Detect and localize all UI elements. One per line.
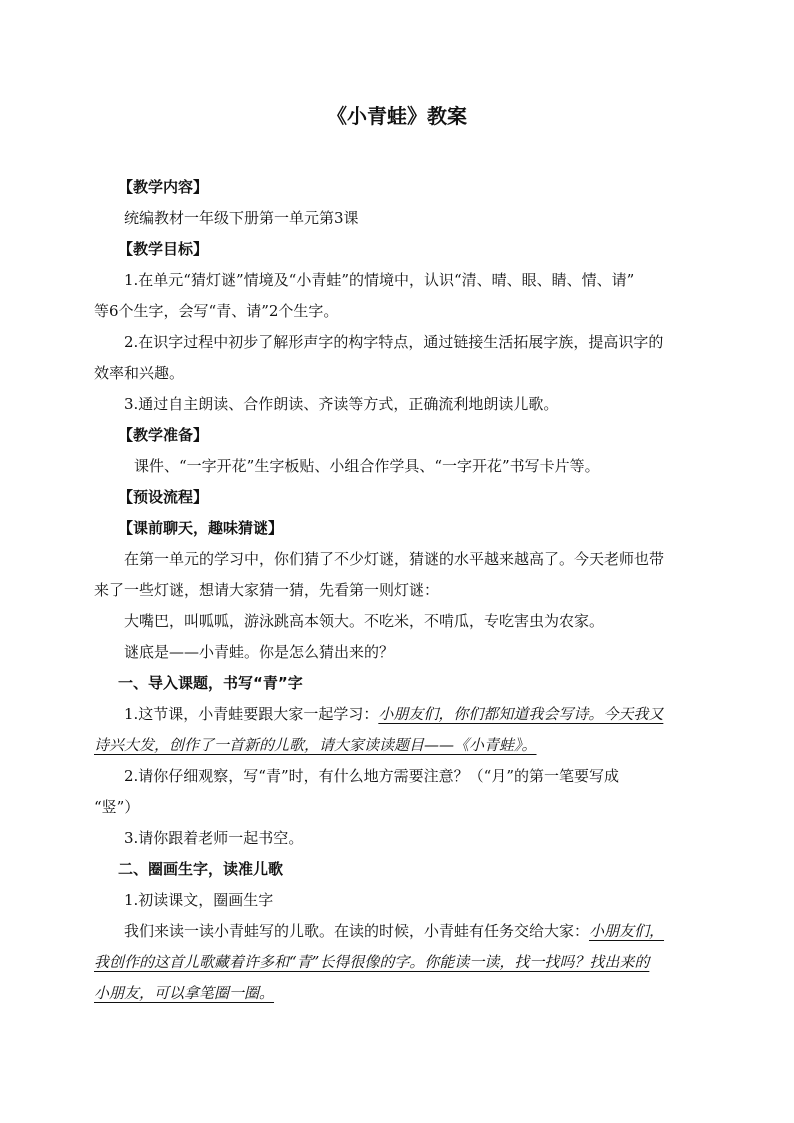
content-text: 统编教材一年级下册第一单元第3课 <box>124 209 359 227</box>
s1-item-2-line-2: “竖”） <box>94 798 140 816</box>
prep-heading: 【教学准备】 <box>118 426 209 444</box>
pre-class-heading: 【课前聊天，趣味猜谜】 <box>118 519 284 537</box>
goal-1-line-1: 1.在单元“猜灯谜”情境及“小青蛙”的情境中，认识“清、晴、眼、睛、情、请” <box>124 271 635 289</box>
s1-item-1-line-2 <box>94 730 700 761</box>
s1-item-1-prefix: 1.这节课，小青蛙要跟大家一起学习： <box>124 705 379 723</box>
s2-para-underlined-2: 我创作的这首儿歌藏着许多和“青”长得很像的字。你能读一读，找一找吗？找出来的 <box>94 953 650 971</box>
goal-1-line-2: 等6个生字，会写“青、请”2个生字。 <box>94 302 339 320</box>
section-1-heading: 一、导入课题，书写“青”字 <box>118 674 303 692</box>
s2-para-underlined-1: 小朋友们， <box>589 922 665 940</box>
prep-text: 课件、“一字开花”生字板贴、小组合作学具、“一字开花”书写卡片等。 <box>134 457 600 475</box>
s2-para-line-2 <box>94 947 700 978</box>
s1-item-1-underlined-1: 小朋友们，你们都知道我会写诗。今天我又 <box>378 705 664 723</box>
content-heading: 【教学内容】 <box>118 178 209 196</box>
riddle-answer: 谜底是——小青蛙。你是怎么猜出来的？ <box>124 643 395 661</box>
section-2-heading: 二、圈画生字，读准儿歌 <box>118 860 284 878</box>
page-title: 《小青蛙》教案 <box>327 104 467 128</box>
chat-line-2: 来了一些灯谜，想请大家猜一猜，先看第一则灯谜： <box>94 581 440 599</box>
goal-3: 3.通过自主朗读、合作朗读、齐读等方式，正确流利地朗读儿歌。 <box>124 395 559 413</box>
s2-item-1: 1.初读课文，圈画生字 <box>124 891 274 909</box>
s2-para-line-1 <box>94 916 700 947</box>
flow-heading: 【预设流程】 <box>118 488 209 506</box>
s1-item-1-line-1 <box>94 699 700 730</box>
riddle-text: 大嘴巴，叫呱呱，游泳跳高本领大。不吃米，不啃瓜，专吃害虫为农家。 <box>124 612 605 630</box>
s1-item-1-underlined-2: 诗兴大发，创作了一首新的儿歌，请大家读读题目——《小青蛙》。 <box>94 736 537 754</box>
goal-2-line-2: 效率和兴趣。 <box>94 364 185 382</box>
s2-para-line-3 <box>94 978 700 1009</box>
s1-item-3: 3.请你跟着老师一起书空。 <box>124 829 304 847</box>
goal-2-line-1: 2.在识字过程中初步了解形声字的构字特点，通过链接生活拓展字族，提高识字的 <box>124 333 664 351</box>
lesson-body <box>94 172 700 1009</box>
s2-para-prefix: 我们来读一读小青蛙写的儿歌。在读的时候，小青蛙有任务交给大家： <box>124 922 590 940</box>
s2-para-underlined-3: 小朋友，可以拿笔圈一圈。 <box>94 984 275 1002</box>
goals-heading: 【教学目标】 <box>118 240 209 258</box>
chat-line-1: 在第一单元的学习中，你们猜了不少灯谜，猜谜的水平越来越高了。今天老师也带 <box>124 550 665 568</box>
s1-item-2-line-1: 2.请你仔细观察，写“青”时，有什么地方需要注意？（“月”的第一笔要写成 <box>124 767 619 785</box>
